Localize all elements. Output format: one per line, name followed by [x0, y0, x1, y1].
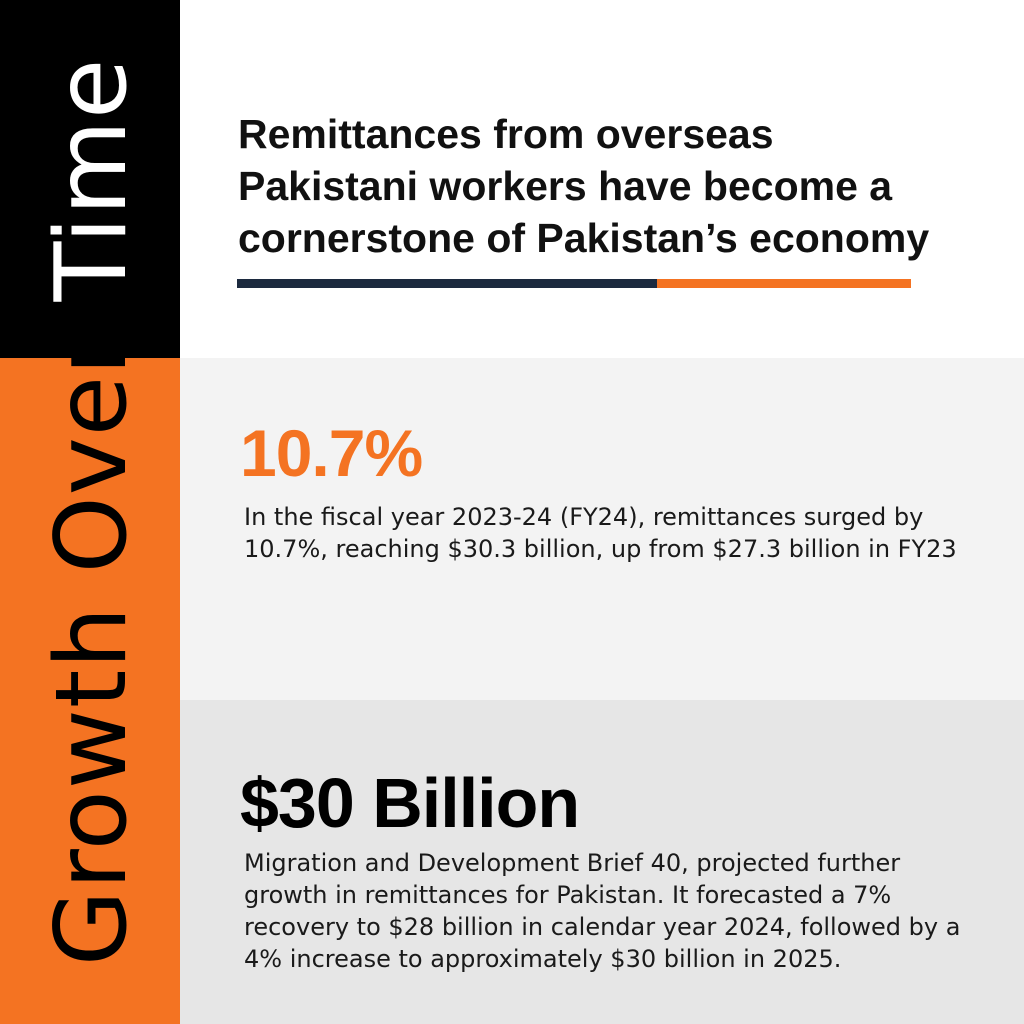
header-divider	[237, 279, 911, 288]
header-section	[180, 0, 1024, 358]
stat-value-billion: $30 Billion	[240, 764, 580, 842]
side-title	[35, 57, 149, 967]
stat-section-projection	[180, 700, 1024, 1024]
side-title-word-over: Over	[35, 333, 149, 574]
stat-value-percent: 10.7%	[240, 416, 423, 490]
stat-section-growth	[180, 358, 1024, 700]
divider-orange-segment	[657, 279, 911, 288]
stat-description-fy24: In the fiscal year 2023-24 (FY24), remittances surged by 10.7%, reaching $30.3 billion, up from $27.3 billion in FY23	[244, 503, 957, 563]
stat-description-brief: Migration and Development Brief 40, projected further growth in remittances for Pakistan. It forecasted a 7% recovery to $28 billion in calendar year 2024, followed by a 4% increase to approximately $30 billion in 2025.	[244, 849, 961, 973]
headline: Remittances from overseas Pakistani workers have become a cornerstone of Pakistan’s economy	[238, 111, 930, 261]
side-title-word-time: Time	[35, 57, 149, 302]
side-title-word-growth: Growth	[35, 605, 149, 967]
divider-dark-segment	[237, 279, 657, 288]
